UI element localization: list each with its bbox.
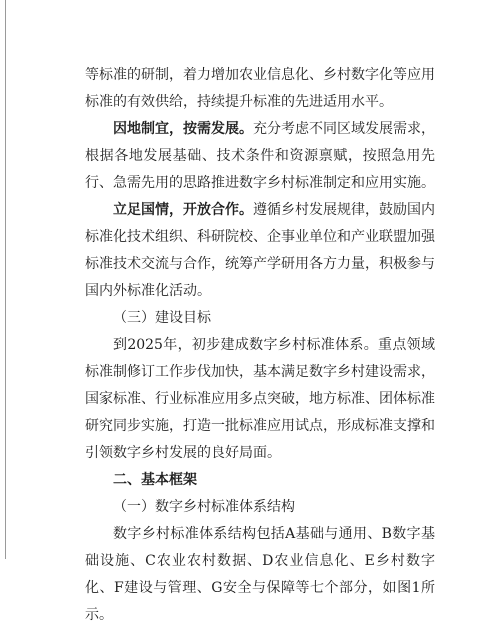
paragraph-body-national-conditions: 遵循乡村发展规律，鼓励国内标准化技术组织、科研院校、企事业单位和产业联盟加强标准技术交流与合作，统筹产学研用各方力量，积极参与国内外标准化活动。 xyxy=(85,202,435,299)
paragraph-body-local-conditions: 充分考虑不同区域发展需求，根据各地发展基础、技术条件和资源禀赋，按照急用先行、急需先用的思路推进数字乡村标准制定和应用实施。 xyxy=(85,121,435,191)
paragraph-local-conditions xyxy=(85,116,435,197)
paragraph-lead-national-conditions: 立足国情，开放合作。 xyxy=(113,202,253,218)
section-heading-construction-goals: （三）建设目标 xyxy=(113,310,211,326)
paragraph-national-conditions xyxy=(85,197,435,305)
paragraph-continuation: 等标准的研制，着力增加农业信息化、乡村数字化等应用标准的有效供给，持续提升标准的先进适用水平。 xyxy=(85,67,435,110)
document-body xyxy=(85,62,435,629)
section-heading-standard-structure: （一）数字乡村标准体系结构 xyxy=(113,499,295,515)
page-edge-line xyxy=(5,0,6,559)
paragraph-lead-local-conditions: 因地制宜，按需发展。 xyxy=(113,121,253,137)
paragraph-construction-goals: 到2025年，初步建成数字乡村标准体系。重点领域标准制修订工作步伐加快，基本满足数字乡村建设需求，国家标准、行业标准应用多点突破，地方标准、团体标准研究同步实施，打造一批标准应用试点，形成标准支撑和引领数字乡村发展的良好局面。 xyxy=(85,337,435,461)
paragraph-standard-structure: 数字乡村标准体系结构包括A基础与通用、B数字基础设施、C农业农村数据、D农业信息化、E乡村数字化、F建设与管理、G安全与保障等七个部分，如图1所示。 xyxy=(85,526,435,623)
section-heading-basic-framework: 二、基本框架 xyxy=(113,472,197,488)
